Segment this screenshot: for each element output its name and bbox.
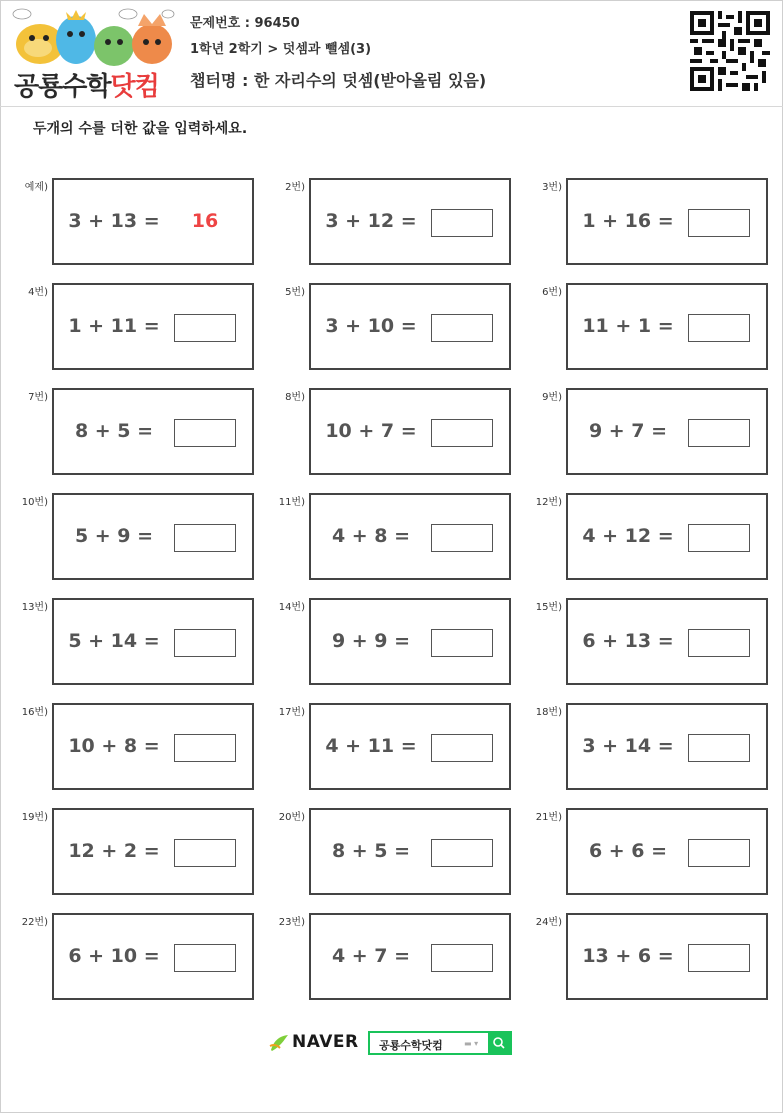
answer-input[interactable] [431, 734, 493, 762]
problem-expression: 8 + 5 = [74, 420, 154, 442]
problem-number: 13번) [21, 602, 48, 613]
answer-input[interactable] [688, 944, 750, 972]
problem-box [566, 283, 768, 370]
problem-cell [257, 178, 517, 273]
problem-box [566, 703, 768, 790]
problem-expression: 12 + 2 = [68, 840, 160, 862]
problem-box [309, 493, 511, 580]
keyboard-dropdown-icon[interactable]: ▬ ▾ [464, 1039, 479, 1048]
problem-expression: 4 + 8 = [331, 525, 411, 547]
problem-cell [514, 598, 774, 693]
problem-box [52, 178, 254, 265]
problem-cell [257, 913, 517, 1008]
naver-label: NAVER [292, 1032, 359, 1052]
problem-number: 12번) [535, 497, 562, 508]
chapter-title: 챕터명 : 한 자리수의 덧셈(받아올림 있음) [190, 71, 487, 90]
search-icon [488, 1033, 510, 1053]
problem-number: 8번) [285, 392, 305, 403]
problem-cell [0, 178, 260, 273]
problem-number: 24번) [535, 917, 562, 928]
problem-cell [514, 808, 774, 903]
answer-input[interactable] [174, 944, 236, 972]
problem-expression: 10 + 8 = [68, 735, 160, 757]
search-button[interactable] [488, 1033, 510, 1053]
problem-number: 15번) [535, 602, 562, 613]
instruction-text: 두개의 수를 더한 값을 입력하세요. [33, 121, 248, 137]
problem-number: 3번) [542, 182, 562, 193]
problem-cell [257, 283, 517, 378]
problem-box [309, 808, 511, 895]
problem-box [52, 703, 254, 790]
problem-box [309, 283, 511, 370]
problem-number: 6번) [542, 287, 562, 298]
problem-box [52, 808, 254, 895]
answer-input[interactable] [174, 734, 236, 762]
answer-input[interactable] [431, 524, 493, 552]
answer-input[interactable] [688, 419, 750, 447]
answer-input[interactable] [431, 209, 493, 237]
problem-number: 16번) [21, 707, 48, 718]
problem-number: 10번) [21, 497, 48, 508]
problem-expression: 3 + 14 = [582, 735, 674, 757]
answer-input[interactable] [174, 839, 236, 867]
problem-box [52, 913, 254, 1000]
problem-cell [257, 493, 517, 588]
problem-box [309, 388, 511, 475]
answer-input[interactable] [431, 839, 493, 867]
problem-cell [0, 493, 260, 588]
naver-leaf-icon [268, 1032, 290, 1058]
problem-box [309, 178, 511, 265]
naver-search-banner[interactable] [266, 1030, 516, 1056]
problem-number: 5번) [285, 287, 305, 298]
problem-box [52, 493, 254, 580]
problem-expression: 4 + 12 = [582, 525, 674, 547]
answer-input[interactable] [431, 314, 493, 342]
problem-cell [514, 703, 774, 798]
answer-input[interactable] [431, 629, 493, 657]
answer-input[interactable] [174, 419, 236, 447]
problem-expression: 13 + 6 = [582, 945, 674, 967]
problem-number: 17번) [278, 707, 305, 718]
answer-input[interactable] [431, 944, 493, 972]
example-answer: 16 [191, 210, 219, 232]
problem-number: 2번) [285, 182, 305, 193]
answer-input[interactable] [174, 314, 236, 342]
problem-box [52, 283, 254, 370]
problem-box [566, 493, 768, 580]
problem-cell [0, 283, 260, 378]
header-divider [0, 106, 783, 107]
logo-text-accent: 닷컴 [110, 72, 159, 102]
problem-expression: 6 + 10 = [68, 945, 160, 967]
problem-cell [514, 388, 774, 483]
answer-input[interactable] [688, 524, 750, 552]
answer-input[interactable] [688, 314, 750, 342]
problem-cell [257, 388, 517, 483]
problem-box [566, 913, 768, 1000]
problem-expression: 8 + 5 = [331, 840, 411, 862]
problem-cell [0, 598, 260, 693]
problem-expression: 9 + 7 = [588, 420, 668, 442]
answer-input[interactable] [174, 524, 236, 552]
problem-number: 20번) [278, 812, 305, 823]
problem-number: 19번) [21, 812, 48, 823]
problem-box [566, 808, 768, 895]
problem-expression: 10 + 7 = [325, 420, 417, 442]
problem-box [566, 388, 768, 475]
naver-search-input[interactable] [368, 1031, 512, 1055]
problem-expression: 6 + 6 = [588, 840, 668, 862]
problem-cell [257, 703, 517, 798]
problem-cell [514, 178, 774, 273]
problem-id: 문제번호 : 96450 [190, 16, 300, 31]
problem-number: 7번) [28, 392, 48, 403]
problem-expression: 6 + 13 = [582, 630, 674, 652]
grade-breadcrumb: 1학년 2학기 > 덧셈과 뺄셈(3) [190, 42, 372, 57]
problem-box [566, 598, 768, 685]
problem-cell [514, 913, 774, 1008]
problem-cell [257, 808, 517, 903]
problem-cell [0, 913, 260, 1008]
problem-expression: 5 + 14 = [68, 630, 160, 652]
problem-number: 11번) [278, 497, 305, 508]
problem-number: 예제) [24, 182, 48, 193]
problem-cell [257, 598, 517, 693]
problem-box [52, 388, 254, 475]
problem-expression: 3 + 12 = [325, 210, 417, 232]
answer-input[interactable] [688, 734, 750, 762]
problem-number: 22번) [21, 917, 48, 928]
answer-input[interactable] [688, 629, 750, 657]
problem-expression: 4 + 7 = [331, 945, 411, 967]
answer-input[interactable] [688, 839, 750, 867]
problem-cell [514, 283, 774, 378]
problem-expression: 3 + 13 = [68, 210, 160, 232]
problem-expression: 9 + 9 = [331, 630, 411, 652]
search-query-text: 공룡수학닷컴 [379, 1039, 443, 1052]
problem-box [309, 703, 511, 790]
problem-number: 4번) [28, 287, 48, 298]
problem-cell [514, 493, 774, 588]
problem-expression: 4 + 11 = [325, 735, 417, 757]
answer-input[interactable] [174, 629, 236, 657]
logo-text-main: 공룡수학 [14, 72, 111, 102]
problem-box [309, 913, 511, 1000]
answer-input[interactable] [688, 209, 750, 237]
problem-number: 9번) [542, 392, 562, 403]
problem-expression: 5 + 9 = [74, 525, 154, 547]
problem-number: 18번) [535, 707, 562, 718]
problem-number: 23번) [278, 917, 305, 928]
problem-cell [0, 703, 260, 798]
problem-expression: 3 + 10 = [325, 315, 417, 337]
problem-box [52, 598, 254, 685]
problem-number: 21번) [535, 812, 562, 823]
problem-number: 14번) [278, 602, 305, 613]
problem-box [309, 598, 511, 685]
answer-input[interactable] [431, 419, 493, 447]
qr-code-icon [690, 11, 770, 91]
problem-expression: 1 + 11 = [68, 315, 160, 337]
problem-expression: 1 + 16 = [582, 210, 674, 232]
site-logo-text [14, 66, 159, 103]
problem-cell [0, 388, 260, 483]
problem-expression: 11 + 1 = [582, 315, 674, 337]
problem-box [566, 178, 768, 265]
problem-cell [0, 808, 260, 903]
